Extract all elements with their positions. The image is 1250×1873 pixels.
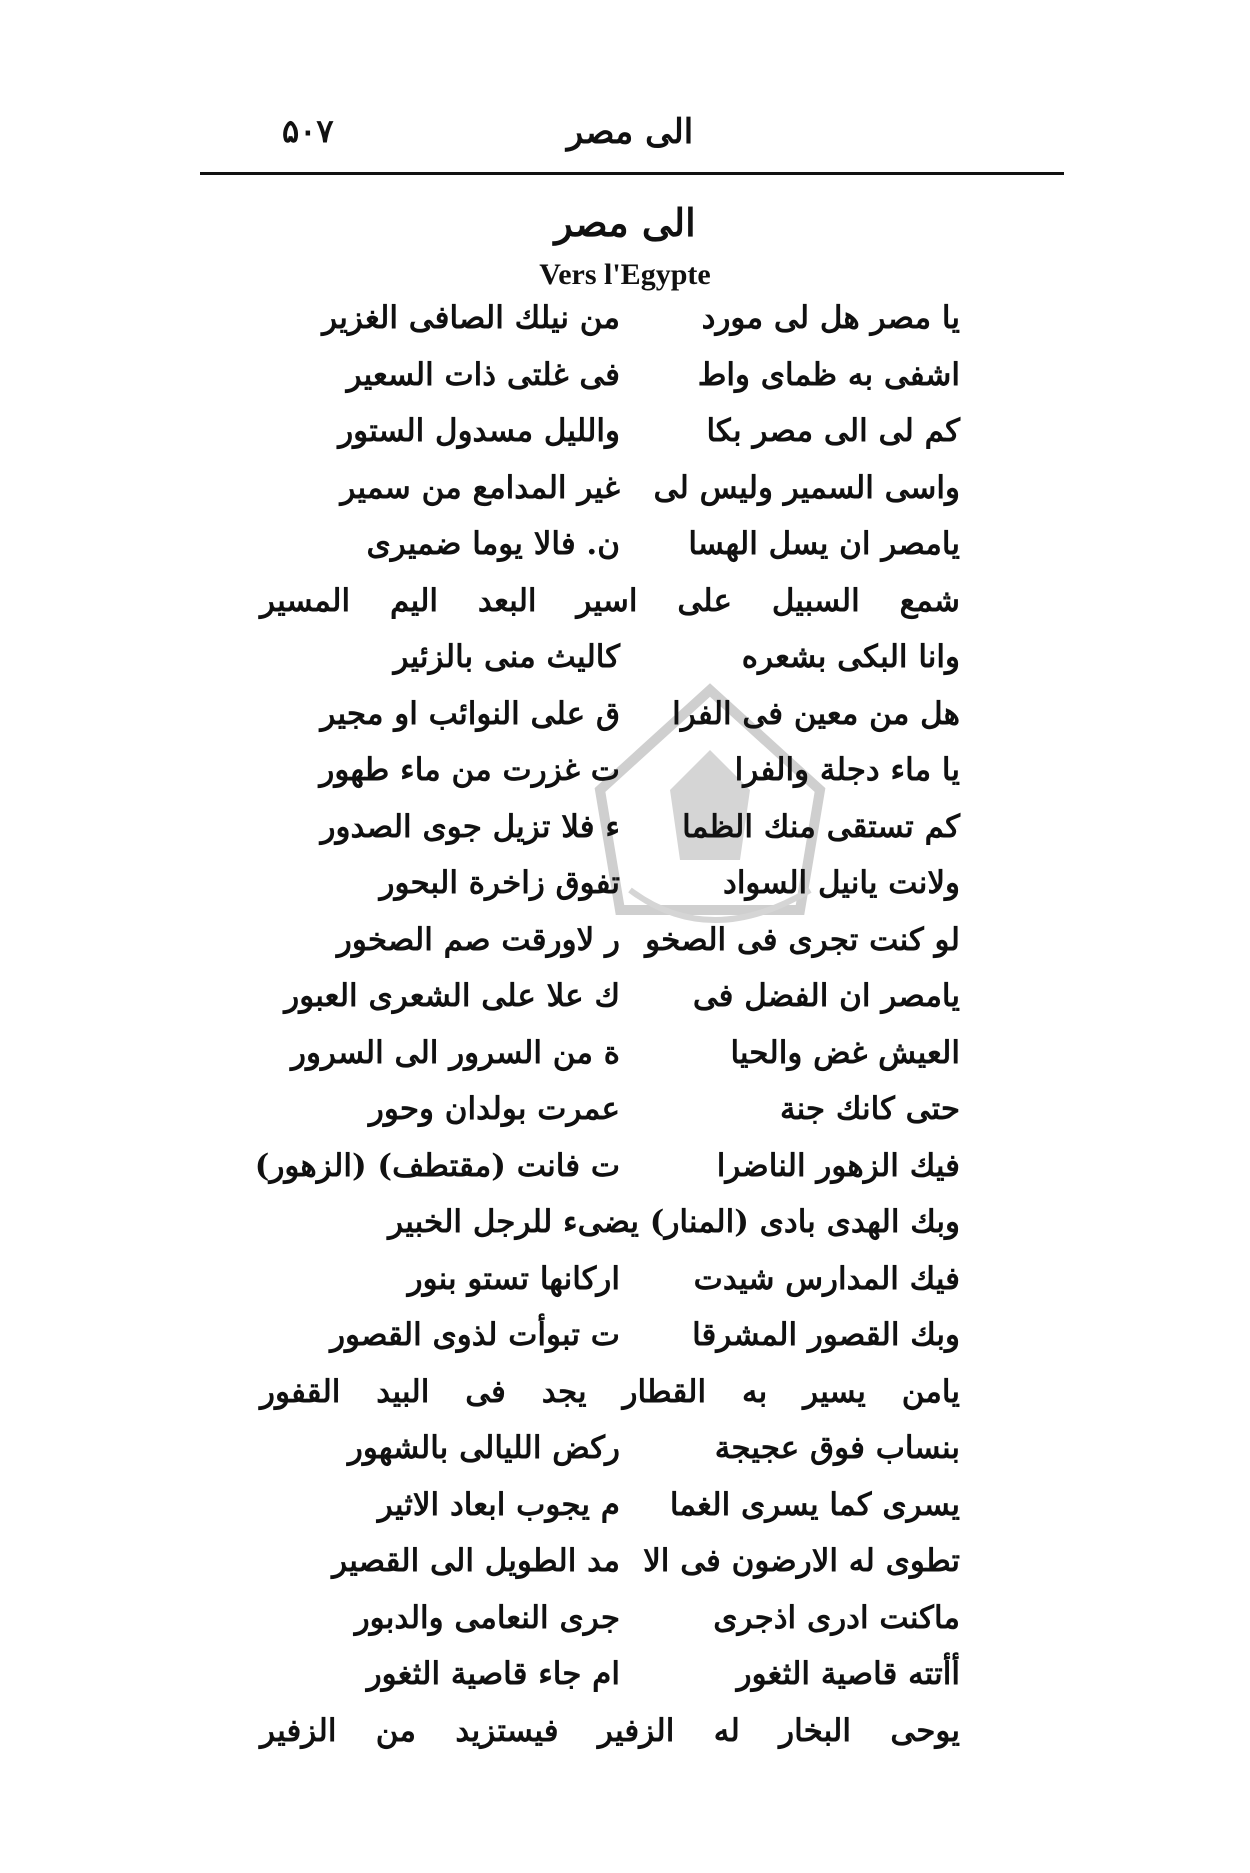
second-hemistich: ام جاء قاصیة الثغور [366, 1656, 620, 1692]
second-hemistich: غیر المدامع من سمیر [340, 469, 620, 506]
second-hemistich: جری النعامی والدبور [354, 1599, 620, 1636]
verse-line [260, 1035, 960, 1091]
first-hemistich: العیش غض والحیا [730, 1034, 960, 1071]
first-hemistich: کم لی الی مصر بکا [706, 413, 960, 449]
verse-line [260, 1261, 960, 1317]
second-hemistich: فی غلتی ذات السعیر [346, 356, 620, 393]
second-hemistich: عمرت بولدان وحور [368, 1091, 620, 1127]
second-hemistich: ر لاورقت صم الصخور [336, 921, 620, 958]
verse-line [260, 1430, 960, 1486]
second-hemistich: من نیلك الصافی الغزیر [322, 300, 620, 336]
first-hemistich: یامصر ان یسل الهسا [688, 526, 960, 562]
verse-line [260, 1204, 960, 1260]
verse-line [260, 583, 960, 639]
verse-line [260, 922, 960, 978]
first-hemistich: یا مصر هل لی مورد [701, 300, 960, 336]
first-hemistich: فیك الزهور الناضرا [716, 1147, 960, 1184]
verse-full-line: یوحی البخار له الزفیر فیستزید من الزفیر [260, 1712, 960, 1749]
second-hemistich: ء فلا تزیل جوی الصدور [320, 808, 620, 845]
first-hemistich: تطوی له الارضون فی الا [643, 1543, 960, 1579]
first-hemistich: ماکنت ادری اذجری [713, 1599, 960, 1636]
second-hemistich: کالیث منی بالزئیر [393, 639, 620, 675]
verse-line [260, 639, 960, 695]
verse-line [260, 1656, 960, 1712]
second-hemistich: ن. فالا یوما ضمیری [366, 526, 620, 562]
first-hemistich: لو کنت تجری فی الصخو [645, 921, 960, 958]
verse-line [260, 1713, 960, 1769]
second-hemistich: تفوق زاخرة البحور [379, 865, 620, 901]
verse-full-line: یامن یسیر به القطار یجد فی البید القفور [260, 1373, 960, 1410]
first-hemistich: یا ماء دجلة والفرا [734, 752, 960, 788]
second-hemistich: ارکانها تستو بنور [407, 1260, 620, 1297]
first-hemistich: وبك الهدی بادی (المنار) یضیء للرجل الخبیر [388, 1204, 960, 1240]
verse-line [260, 752, 960, 808]
first-hemistich: وبك القصور المشرقا [692, 1317, 960, 1353]
poem-subtitle: Vers l'Egypte [539, 258, 711, 291]
verse-line [260, 809, 960, 865]
first-hemistich: أأتته قاصیة الثغور [736, 1656, 960, 1692]
first-hemistich: کم تستقی منك الظما [682, 808, 960, 845]
running-title: الی مصر [566, 112, 694, 152]
verse-line [260, 1091, 960, 1147]
verse-line [260, 1374, 960, 1430]
first-hemistich: هل من معین فی الفرا [672, 695, 960, 732]
first-hemistich: فیك المدارس شیدت [693, 1260, 960, 1297]
running-header [200, 112, 1060, 164]
page-number: ۵۰۷ [282, 112, 334, 150]
verse-line [260, 413, 960, 469]
first-hemistich: بنساب فوق عجیجة [714, 1430, 960, 1466]
verse-full-line: شمع السبیل علی اسیر البعد الیم المسیر [260, 582, 960, 619]
verse-line [260, 470, 960, 526]
second-hemistich: ة من السرور الی السرور [290, 1034, 620, 1071]
second-hemistich: مد الطویل الی القصیر [332, 1543, 620, 1579]
first-hemistich: حتی کانك جنة [779, 1091, 960, 1127]
second-hemistich: ت غزرت من ماء طهور [319, 752, 620, 788]
header-rule [200, 172, 1064, 175]
second-hemistich: ك علا علی الشعری العبور [284, 978, 620, 1014]
verse-line [260, 865, 960, 921]
second-hemistich: ق علی النوائب او مجیر [320, 695, 620, 732]
verse-line [260, 1487, 960, 1543]
second-hemistich: م یجوب ابعاد الاثیر [377, 1486, 620, 1523]
second-hemistich: ت فانت (مقتطف) (الزهور) [254, 1147, 620, 1184]
second-hemistich: ت تبوأت لذوی القصور [330, 1317, 620, 1353]
verse-line [254, 1147, 960, 1204]
verse-line [260, 357, 960, 413]
first-hemistich: ولانت یانیل السواد [723, 865, 960, 901]
poem-title: الی مصر [554, 200, 696, 245]
first-hemistich: یسری کما یسری الغما [669, 1486, 960, 1523]
second-hemistich: رکض اللیالی بالشهور [347, 1430, 620, 1466]
verse-line [260, 300, 960, 356]
verse-line [260, 1317, 960, 1373]
verse-line [260, 1543, 960, 1599]
verse-line [260, 1600, 960, 1656]
verse-line [260, 696, 960, 752]
verse-line [260, 978, 960, 1034]
verse-line [260, 526, 960, 582]
first-hemistich: اشفی به ظمای واط [697, 356, 960, 393]
first-hemistich: واسی السمیر ولیس لی [653, 469, 960, 506]
second-hemistich: واللیل مسدول الستور [338, 413, 620, 449]
first-hemistich: وانا البکی بشعره [741, 639, 960, 675]
first-hemistich: یامصر ان الفضل فی [692, 978, 960, 1014]
